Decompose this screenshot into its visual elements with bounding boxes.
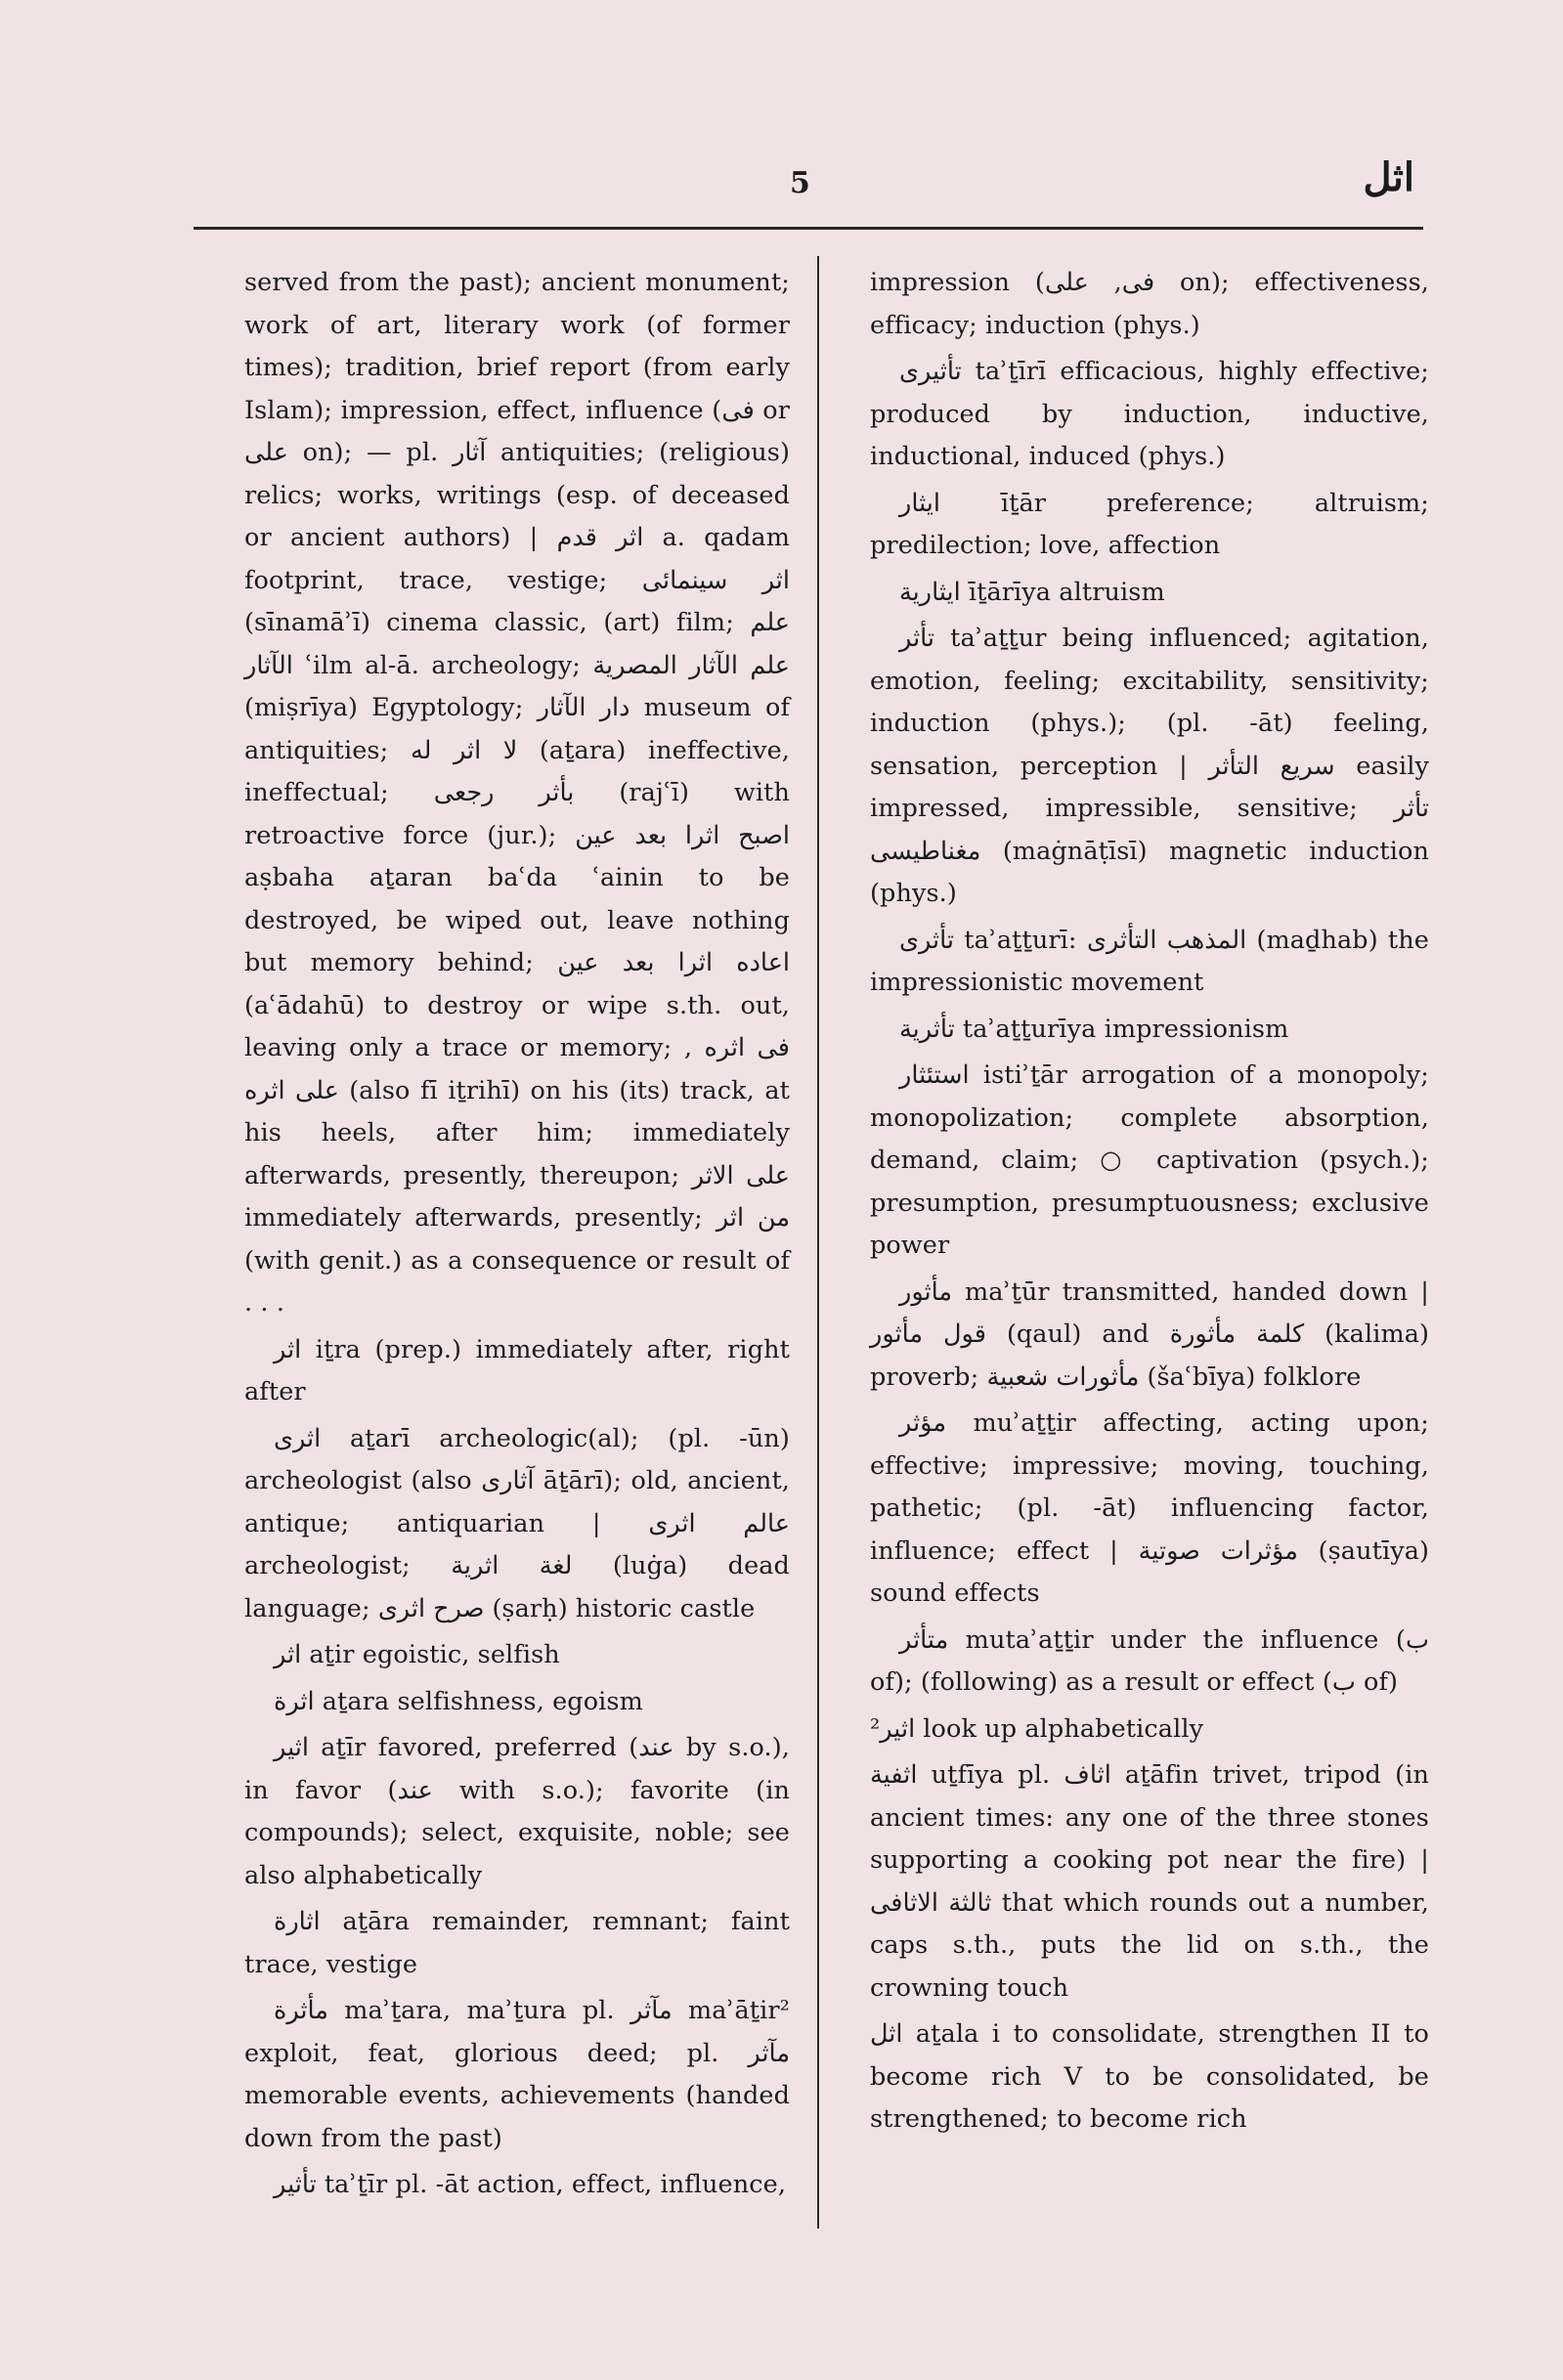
entry-left-1: اثر iṯra (prep.) immediately after, right after (244, 1334, 790, 1406)
entry-right-5: تأثرى taʾaṯṯurī: المذهب التأثرى (maḏhab) the impressionistic movement (870, 925, 1429, 997)
entry-left-7: مأثرة maʾṯara, maʾṯura pl. مآثر maʾāṯir² exploit, feat, glorious deed; pl. مآثر memorable events, achievements (handed down from the past) (244, 1996, 790, 2153)
entry-left-4: اثرة aṯara selfishness, egoism (274, 1686, 643, 1716)
entry-right-6: تأثرية taʾaṯṯurīya impressionism (899, 1014, 1289, 1044)
entry-left-8: تأثير taʾṯīr pl. -āt action, effect, influence, (274, 2170, 787, 2199)
entry-right-13: اثل aṯala i to consolidate, strengthen II to become rich V to be consolidated, be strengthened; to become rich (870, 2019, 1429, 2134)
entry-left-2: اثرى aṯarī archeologic(al); (pl. -ūn) archeologist (also آثارى āṯārī); old, ancient, antique; antiquarian | عالم اثرى archeologist; لغة اثرية (luġa) dead language; صرح اثرى (ṣarḥ) historic castle (244, 1423, 791, 1623)
entry-right-12: اثفية uṯfīya pl. اثاف aṯāfin trivet, tripod (in ancient times: any one of the three stones supporting a cooking pot near the fire) | ثالثة الاثافى that which rounds out a number, caps s.th., puts the lid on s.th., the crowning touch (870, 1760, 1430, 2003)
entry-right-3: ايثارية īṯārīya altruism (899, 577, 1165, 607)
entry-right-9: مؤثر muʾaṯṯir affecting, acting upon; effective; impressive; moving, touching, pathetic; (pl. -āt) influencing factor, influence; effect | مؤثرات صوتية (ṣautīya) sound effects (870, 1408, 1429, 1608)
headword: اثل (1363, 154, 1414, 200)
left-column (244, 262, 790, 2211)
entry-left-6: اثارة aṯāra remainder, remnant; faint trace, vestige (244, 1907, 790, 1979)
entry-left-5: اثير aṯīr favored, preferred (عند by s.o.), in favor (عند with s.o.); favorite (in compounds); select, exquisite, noble; see also alphabetically (244, 1733, 791, 1890)
entry-right-2: ايثار īṯār preference; altruism; predilection; love, affection (870, 488, 1429, 560)
entry-right-0: impression (فى, على on); effectiveness, efficacy; induction (phys.) (870, 268, 1429, 340)
column-rule (817, 256, 819, 2229)
entry-right-7: استئثار istiʾṯār arrogation of a monopoly; monopolization; complete absorption, demand, claim; ○ captivation (psych.); presumption, presumptuousness; exclusive power (870, 1060, 1429, 1260)
page-number: 5 (790, 166, 810, 200)
entry-right-10: متأثر mutaʾaṯṯir under the influence (ب of); (following) as a result or effect (ب of) (870, 1624, 1429, 1697)
entry-left-0: served from the past); ancient monument; work of art, literary work (of former times); tradition, brief report (from early Islam); impression, effect, influence (فى or على on); — pl. آثار antiquities; (religious) relics; works, writings (esp. of deceased or ancient authors) | اثر قدم a. qadam footprint, trace, vestige; اثر سينمائى (sīnamāʾī) cinema classic, (art) film; علم الآثار ʿilm al-ā. archeology; علم الآثار المصرية (miṣrīya) Egyptology; دار الآثار museum of antiquities; لا اثر له (aṯara) ineffective, ineffectual; بأثر رجعى (rajʿī) with retroactive force (jur.); اصبح اثرا بعد عين aṣbaha aṯaran baʿda ʿainin to be destroyed, be wiped out, leave nothing but memory behind; اعاده اثرا بعد عين (aʿādahū) to destroy or wipe s.th. out, leaving only a trace or memory; فى اثره , على اثره (also fī iṯrihī) on his (its) track, at his heels, after him; immediately afterwards, presently, thereupon; على الاثر immediately afterwards, presently; من اثر (with genit.) as a consequence or result of . . . (244, 268, 791, 1318)
entry-right-8: مأثور maʾṯūr transmitted, handed down | قول مأثور (qaul) and كلمة مأثورة (kalima) proverb; مأثورات شعبية (šaʿbīya) folklore (870, 1277, 1429, 1392)
entry-right-1: تأثيرى taʾṯīrī efficacious, highly effective; produced by induction, inductive, inductional, induced (phys.) (870, 357, 1429, 471)
entry-left-3: اثر aṯir egoistic, selfish (274, 1640, 560, 1669)
right-column (870, 262, 1429, 2145)
entry-right-4: تأثر taʾaṯṯur being influenced; agitation, emotion, feeling; excitability, sensitivity; induction (phys.); (pl. -āt) feeling, sensation, perception | سريع التأثر easily impressed, impressible, sensitive; تأثر مغناطيسى (maġnāṭīsī) magnetic induction (phys.) (870, 624, 1429, 908)
header-rule (194, 227, 1423, 230)
entry-right-11: اثير² look up alphabetically (870, 1713, 1204, 1744)
